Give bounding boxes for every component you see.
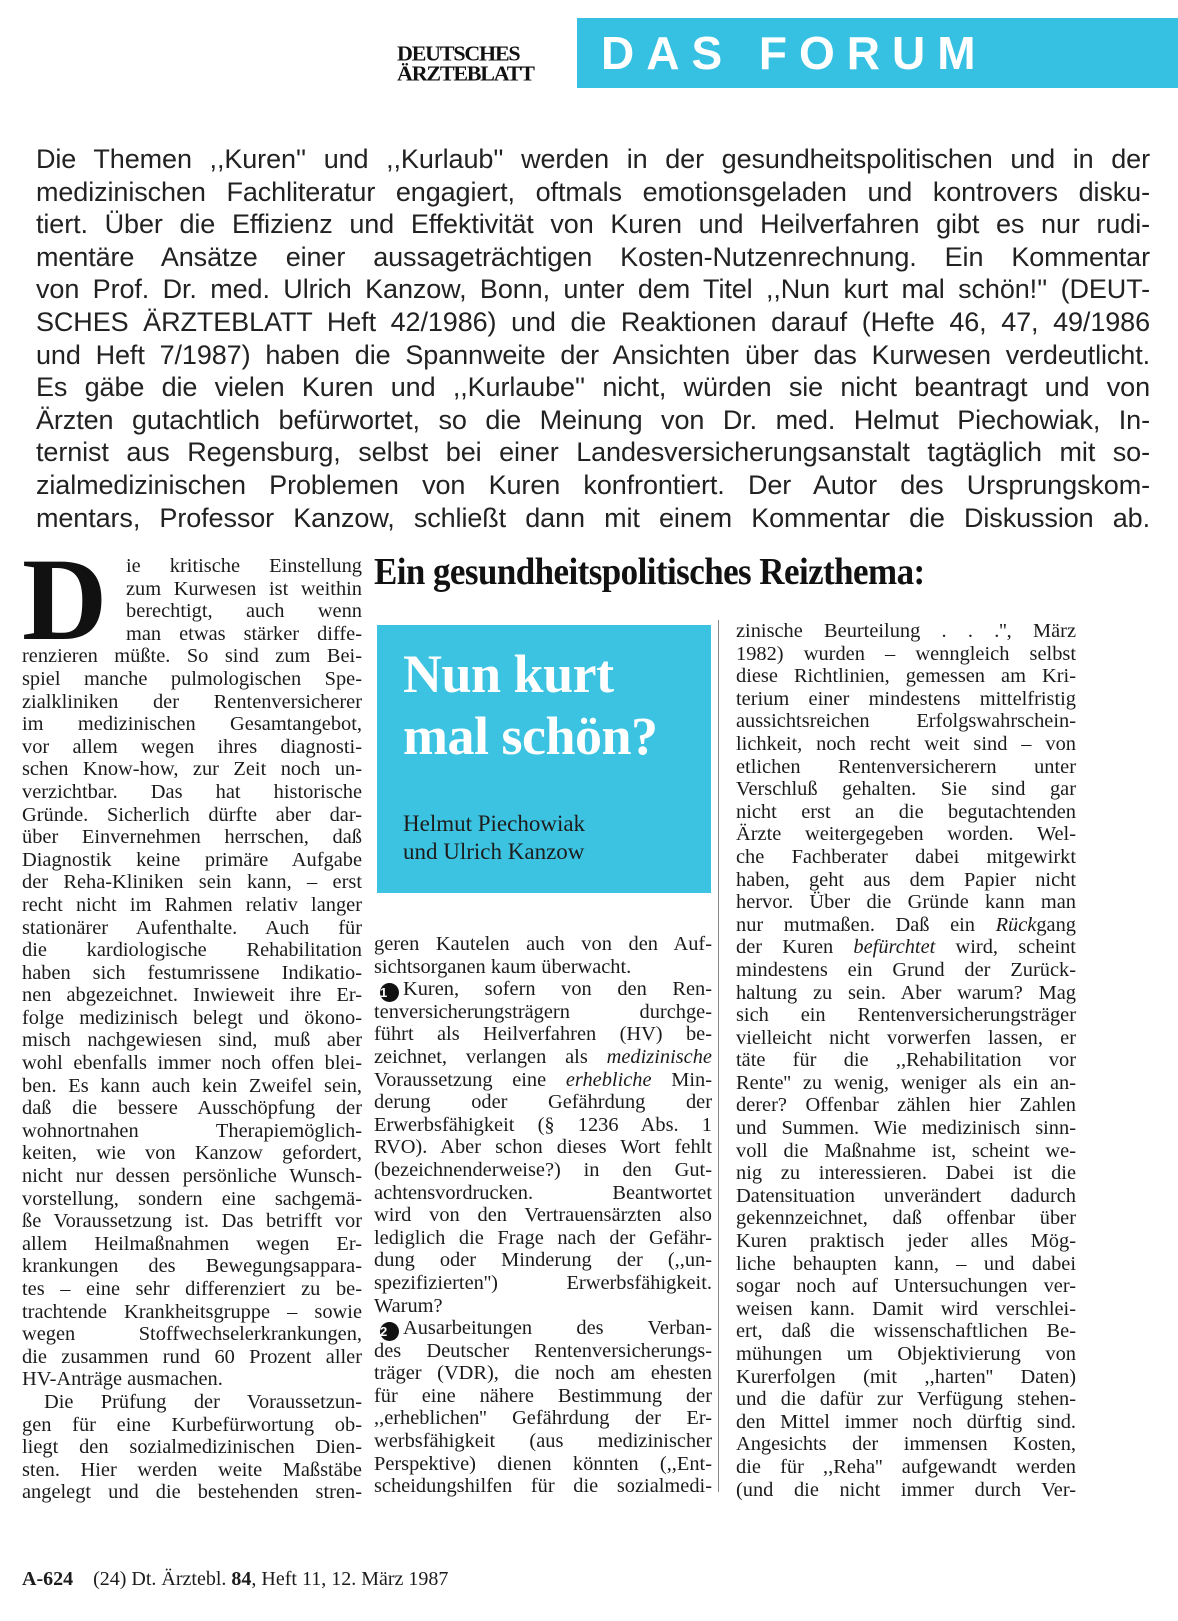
text-line: recht nicht im Rahmen relativ langer	[22, 893, 362, 916]
text-line: werbsfähigkeit (aus medizinischer	[374, 1430, 712, 1453]
text-fragment: zeichnet, verlangen als	[374, 1045, 588, 1068]
text-line: über Einvernehmen herrschen, daß	[22, 826, 362, 849]
author-line-1: Helmut Piechowiak	[403, 811, 586, 836]
page-number: A-624	[22, 1568, 74, 1590]
number-1-badge: 1	[380, 983, 399, 1002]
text-line: folge medizinisch belegt und ökono-	[22, 1006, 362, 1029]
italic-fragment: medizinische	[606, 1045, 712, 1068]
number-2-badge: 2	[380, 1322, 399, 1341]
text-line: ert, daß die wissenschaftlichen Be-	[736, 1320, 1076, 1343]
text-column-2	[374, 933, 712, 1498]
lead-line: mentäre Ansätze einer aussageträchtigen Kosten-Nutzenrechnung. Ein Kommentar	[36, 241, 1150, 272]
section-title: DAS FORUM	[601, 27, 988, 79]
text-line: liegt den sozialmedizinischen Dien-	[22, 1436, 362, 1459]
text-line: vor allem wegen ihres diagnosti-	[22, 735, 362, 758]
text-line: Ärzte weitergegeben worden. Wel-	[736, 823, 1076, 846]
text-line: voll die Maßnahme ist, scheint we-	[736, 1139, 1076, 1162]
text-line: führt als Heilverfahren (HV) be-	[374, 1023, 712, 1046]
text-line: allem Heilmaßnahmen wegen Er-	[22, 1232, 362, 1255]
text-line: Verschluß gehalten. Sie sind gar	[736, 778, 1076, 801]
text-line: Gründe. Sicherlich dürfte aber dar-	[22, 803, 362, 826]
text-line: Kurerfolgen (mit ,,harten'' Daten)	[736, 1365, 1076, 1388]
lead-line: SCHES ÄRZTEBLATT Heft 42/1986) und die Reaktionen darauf (Hefte 46, 47, 49/1986	[36, 306, 1150, 337]
text-line: wird von den Vertrauensärzten also	[374, 1204, 712, 1227]
lead-line: und Heft 7/1987) haben die Spannweite der Ansichten über das Kurwesen verdeutlicht.	[36, 339, 1150, 370]
text-line: die für ,,Reha'' aufgewandt werden	[736, 1455, 1076, 1478]
text-line: etlichen Rentenversicherern unter	[736, 755, 1076, 778]
text-line: achtensvordrucken. Beantwortet	[374, 1181, 712, 1204]
text-line: derung oder Gefährdung der	[374, 1091, 712, 1114]
text-line: nicht erst an die begutachtenden	[736, 800, 1076, 823]
text-line: (bezeichnenderweise?) in den Gut-	[374, 1158, 712, 1181]
text-line	[736, 914, 1076, 937]
text-line: nig zu interessieren. Dabei ist die	[736, 1162, 1076, 1185]
text-line: Angesichts der immensen Kosten,	[736, 1433, 1076, 1456]
article-headline: Ein gesundheitspolitisches Reizthema:	[374, 551, 925, 593]
text-line: sogar noch auf Untersuchungen ver-	[736, 1275, 1076, 1298]
text-line: spiel manche pulmologischen Spe-	[22, 667, 362, 690]
text-line: Warum?	[374, 1294, 443, 1317]
text-line: spezifizierten'') Erwerbsfähigkeit.	[374, 1271, 712, 1294]
lead-line: Ärzten gutachtlich befürwortet, so die Meinung von Dr. med. Helmut Piechowiak, In-	[36, 404, 1150, 435]
text-line: vielleicht nicht vorwerfen lassen, er	[736, 1026, 1076, 1049]
text-line: mühungen um Objektivierung von	[736, 1343, 1076, 1365]
text-line: terium einer mindestens mittelfristig	[736, 687, 1076, 710]
lead-line: von Prof. Dr. med. Ulrich Kanzow, Bonn, unter dem Titel ,,Nun kurt mal schön!'' (DEUT-	[36, 274, 1150, 305]
text-line: krankungen des Bewegungsappara-	[22, 1255, 362, 1278]
lead-line: zialmedizinischen Problemen von Kuren konfrontiert. Der Autor des Ursprungskom-	[36, 469, 1150, 500]
text-line: Erwerbsfähigkeit (§ 1236 Abs. 1	[374, 1113, 712, 1136]
text-fragment: wird, scheint	[955, 936, 1076, 959]
text-line: nicht nur dessen persönliche Wunsch-	[22, 1165, 362, 1188]
text-column-3	[736, 620, 1076, 1501]
text-fragment: Kuren, sofern von den Ren-	[403, 978, 712, 1001]
text-line: ,,erheblichen'' Gefährdung der Er-	[374, 1407, 712, 1430]
text-line: haben sich festumrissene Indikatio-	[22, 961, 362, 984]
text-line: HV-Anträge ausmachen.	[22, 1368, 223, 1391]
section-banner	[577, 18, 1178, 88]
text-line: derer? Offenbar zählen hier Zahlen	[736, 1094, 1076, 1117]
text-line: diese Richtlinien, gemessen am Kri-	[736, 665, 1076, 688]
text-line: ben. Es kann auch kein Zweifel sein,	[22, 1074, 362, 1097]
text-line: nen abgezeichnet. Inwieweit ihre Er-	[22, 984, 362, 1007]
text-line	[374, 1046, 712, 1069]
text-fragment: gang	[1036, 913, 1076, 936]
text-line: im medizinischen Gesamtangebot,	[22, 713, 362, 736]
article-title	[403, 643, 658, 767]
text-line: mindestens ein Grund der Zurück-	[736, 958, 1076, 981]
text-line: misch nachgewiesen sind, muß aber	[22, 1029, 362, 1052]
article-authors	[403, 810, 585, 866]
text-line: keiten, wie von Kanzow gefordert,	[22, 1142, 362, 1165]
text-line: schen Know-how, zur Zeit noch un-	[22, 758, 362, 781]
text-line	[374, 1069, 712, 1092]
text-line: daß die bessere Ausschöpfung der	[22, 1097, 362, 1120]
author-line-2: und Ulrich Kanzow	[403, 839, 585, 864]
text-line: und die dafür zur Verfügung stehen-	[736, 1388, 1076, 1411]
text-column-1	[22, 555, 362, 1504]
text-fragment: der Kuren	[736, 936, 834, 959]
text-line: RVO). Aber schon dieses Wort fehlt	[374, 1136, 712, 1159]
text-line: wohnortnahen Therapiemöglich-	[22, 1119, 362, 1142]
italic-fragment: erhebliche	[565, 1068, 652, 1091]
text-line: trachtende Krankheitsgruppe – sowie	[22, 1300, 362, 1323]
citation-issue: , Heft 11, 12. März 1987	[251, 1568, 449, 1590]
text-line: (und die nicht immer durch Ver-	[736, 1478, 1076, 1501]
text-line: tes – eine sehr differenziert zu be-	[22, 1278, 362, 1300]
text-line: ie kritische Einstellung	[126, 555, 362, 577]
text-line: wegen Stoffwechselerkrankungen,	[22, 1323, 362, 1346]
italic-fragment: befürchtet	[853, 936, 936, 959]
text-line: zinische Beurteilung . . .'', März	[736, 620, 1076, 642]
text-line: gekennzeichnet, daß offenbar über	[736, 1207, 1076, 1230]
text-line: dung oder Minderung der (,,un-	[374, 1249, 712, 1272]
text-line: die zusammen rund 60 Prozent aller	[22, 1345, 362, 1368]
text-line: den Mittel immer noch dürftig sind.	[736, 1410, 1076, 1433]
text-line: die kardiologische Rehabilitation	[22, 939, 362, 962]
lead-line: Die Themen ,,Kuren'' und ,,Kurlaub'' werden in der gesundheitspolitischen und in der	[36, 144, 1150, 174]
text-line: berechtigt, auch wenn	[126, 600, 362, 623]
title-line-1: Nun kurt	[403, 644, 614, 704]
text-line: sich ein Rentenversicherungsträger	[736, 1004, 1076, 1027]
text-line: Die Prüfung der Voraussetzun-	[44, 1390, 362, 1413]
italic-fragment: Rück	[995, 913, 1037, 936]
lead-paragraph	[36, 143, 1150, 534]
text-line: Perspektive) dienen könnten (,,Ent-	[374, 1452, 712, 1475]
text-fragment: nur mutmaßen. Daß ein	[736, 913, 975, 936]
text-line: wohl ebenfalls immer noch offen blei-	[22, 1052, 362, 1075]
masthead-logo	[397, 41, 562, 94]
text-line: man etwas stärker diffe-	[126, 622, 362, 645]
text-line: angelegt und die bestehenden stren-	[22, 1481, 362, 1504]
text-line: Rente'' zu wenig, weniger als ein an-	[736, 1071, 1076, 1094]
text-line	[374, 978, 712, 1001]
text-line: lichkeit, noch recht weit sind – von	[736, 732, 1076, 755]
masthead-line-1: DEUTSCHES	[397, 41, 520, 66]
text-line: für eine nähere Bestimmung der	[374, 1384, 712, 1407]
text-line: haben, geht aus dem Papier nicht	[736, 868, 1076, 891]
text-line: Datensituation unverändert dadurch	[736, 1184, 1076, 1207]
lead-line: tiert. Über die Effizienz und Effektivität von Kuren und Heilverfahren gibt es nur rudi-	[36, 209, 1150, 240]
text-line: hervor. Über die Gründe kann man	[736, 891, 1076, 914]
text-line: zialkliniken der Rentenversicherer	[22, 690, 362, 713]
text-line: gen für eine Kurbefürwortung ob-	[22, 1413, 362, 1436]
text-line: renzieren müßte. So sind zum Bei-	[22, 645, 362, 668]
lead-line: medizinischen Fachliteratur engagiert, oftmals emotionsgeladen und kontrovers disku-	[36, 176, 1150, 207]
lead-line: Es gäbe die vielen Kuren und ,,Kurlaube'' nicht, würden sie nicht beantragt und von	[36, 372, 1150, 403]
text-line: des Deutscher Rentenversicherungs-	[374, 1339, 712, 1362]
citation-volume: 84	[231, 1568, 252, 1590]
text-line: aussichtsreichen Erfolgswahrschein-	[736, 710, 1076, 733]
text-line: geren Kautelen auch von den Auf-	[374, 933, 712, 955]
text-fragment: Ausarbeitungen des Verban-	[403, 1317, 712, 1340]
text-line: vorstellung, sondern eine sachgemä-	[22, 1187, 362, 1210]
text-line: haltung zu sein. Aber warum? Mag	[736, 981, 1076, 1004]
text-line: stationärer Aufenthalte. Auch für	[22, 916, 362, 939]
text-line: lediglich die Frage nach der Gefähr-	[374, 1226, 712, 1249]
masthead-line-2: ÄRZTEBLATT	[397, 61, 534, 86]
text-line: Diagnostik keine primäre Aufgabe	[22, 848, 362, 871]
text-line	[736, 936, 1076, 959]
text-line: Kuren praktisch jeder alles Mög-	[736, 1230, 1076, 1253]
drop-cap: D	[22, 534, 108, 665]
column-divider	[718, 620, 719, 1492]
text-line: der Reha-Kliniken sein kann, – erst	[22, 871, 362, 894]
lead-line: ternist aus Regensburg, selbst bei einer Landesversicherungsanstalt tagtäglich mit so-	[36, 437, 1150, 468]
text-line: täte für die ,,Rehabilitation vor	[736, 1049, 1076, 1072]
text-line: 1982) wurden – wenngleich selbst	[736, 642, 1076, 665]
text-fragment: Min-	[671, 1068, 712, 1091]
text-line: tenversicherungsträgern durchge-	[374, 1000, 712, 1023]
text-line: ße Voraussetzung ist. Das betrifft vor	[22, 1210, 362, 1233]
text-fragment: Voraussetzung eine	[374, 1068, 547, 1091]
text-line: che Fachberater dabei mitgewirkt	[736, 845, 1076, 868]
article-title-box	[377, 625, 711, 893]
text-line: sten. Hier werden weite Maßstäbe	[22, 1458, 362, 1481]
title-line-2: mal schön?	[403, 706, 658, 766]
text-line: und Summen. Wie medizinisch sinn-	[736, 1117, 1076, 1140]
text-line: weisen kann. Damit wird verschlei-	[736, 1297, 1076, 1320]
text-line: liche behaupten kann, – und dabei	[736, 1252, 1076, 1275]
page-footer	[22, 1567, 448, 1591]
text-line: träger (VDR), die noch am ehesten	[374, 1362, 712, 1385]
lead-line: mentars, Professor Kanzow, schließt dann mit einem Kommentar die Diskussion ab.	[36, 502, 1150, 533]
text-line: zum Kurwesen ist weithin	[126, 577, 362, 600]
text-line: sichtsorganen kaum überwacht.	[374, 955, 632, 978]
text-line: verzichtbar. Das hat historische	[22, 780, 362, 803]
citation-text: (24) Dt. Ärztebl.	[93, 1568, 227, 1590]
text-line	[374, 1317, 712, 1340]
text-line: scheidungshilfen für die sozialmedi-	[374, 1475, 712, 1498]
